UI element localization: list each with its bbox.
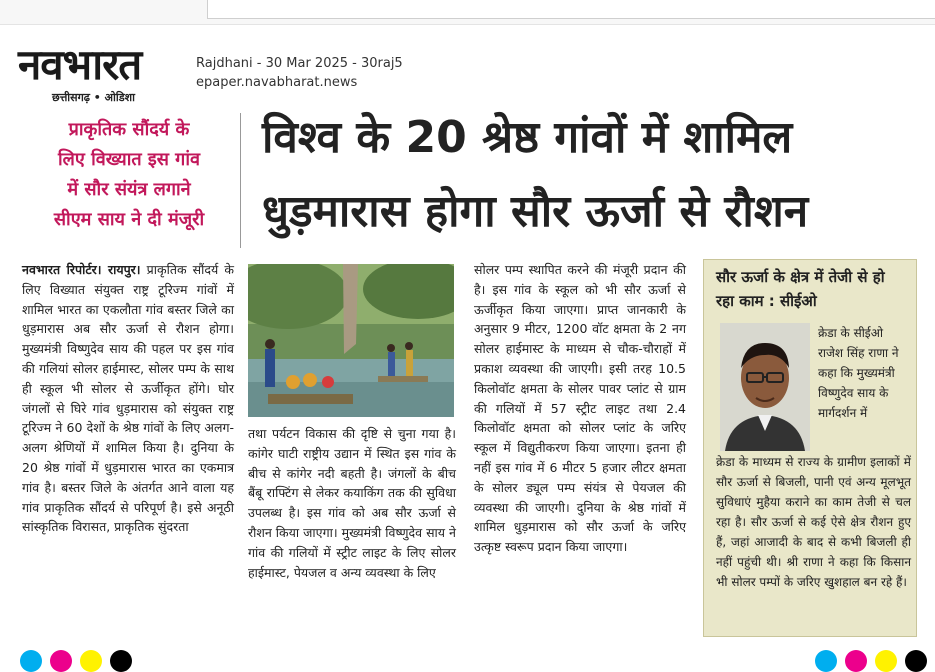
sidebar-title: सौर ऊर्जा के क्षेत्र में तेजी से हो रहा काम : सीईओ [716,268,885,310]
edition-info [196,54,496,92]
river-rafting-photo [248,264,454,417]
black-print-mark [905,650,927,672]
yellow-print-mark [80,650,102,672]
edition-line: Rajdhani - 30 Mar 2025 - 30raj5 [196,56,403,71]
column-divider [240,113,241,248]
cyan-print-mark [815,650,837,672]
newspaper-logo: नवभारत [18,40,142,89]
article-text: प्राकृतिक सौंदर्य के लिए विख्यात संयुक्त राष्ट्र टूरिज्म गांवों में शामिल भारत का एकलौता गांव बस्तर जिले का धुड़मारास अब सौर ऊर्जा से रौशन होगा। मुख्यमंत्री विष्णुदेव साय की पहल पर इस गांव की गलियां सोलर हाईमास्ट, सोलर पम्प के साथ ही स्कूल भी सोलर से ऊर्जीकृत होंगे। घोर जंगलों से घिरे गांव धुड़मारास को संयुक्त राष्ट्र टूरिज्म ने 60 देशों के श्रेष्ठ गांवों के लिए अलग-अलग श्रेणियों में शामिल किया है। दुनिया के 20 श्रेष्ठ गांवों में धुड़मारास भारत का एकमात्र गांव है। बस्तर जिले के अंतर्गत आने वाला यह गांव प्राकृतिक सौंदर्य से परिपूर्ण है। इसे अनूठी सांस्कृतिक विरासत, प्राकृतिक सुंदरता [22,262,234,535]
article-column-2: तथा पर्यटन विकास की दृष्टि से चुना गया है। कांगेर घाटी राष्ट्रीय उद्यान में स्थित इस गांव के बीच से कांगेर नदी बहती है। जंगलों के बीच बैंबू राफ्टिंग से लेकर कयाकिंग तक की सुविधा उपलब्ध है। इस गांव को अब सौर ऊर्जा से रौशन किया जाएगा। मुख्यमंत्री विष्णुदेव साय ने गांव की गलियों में स्ट्रीट लाइट के लिए सोलर हाईमास्ट, पेयजल व अन्य व्यवस्था के लिए [248,426,456,580]
black-print-mark [110,650,132,672]
photo-illustration [248,264,454,417]
toolbar-panel [207,0,935,19]
logo-subtitle: छत्तीसगढ़ • ओडिशा [52,91,135,104]
side-headline-line: लिए विख्यात इस गांव [58,149,200,170]
sidebar-text: क्रेडा के माध्यम से राज्य के ग्रामीण इलाकों में सौर ऊर्जा से बिजली, पानी एवं अन्य मूलभूत सुविधाएं मुहैया कराने का काम तेजी से चल रहा है। सौर ऊर्जा से कई ऐसे क्षेत्र रौशन हुए हैं, जहां आजादी के बाद से कभी बिजली ही नहीं पहुंची थी। श्री राणा ने कहा कि किसान भी सोलर पम्पों के जरिए खुशहाल बन रहे हैं। [716,455,911,589]
portrait-illustration [720,323,810,451]
cyan-print-mark [20,650,42,672]
magenta-print-mark [50,650,72,672]
byline: नवभारत रिपोर्टर। रायपुर। [22,262,141,277]
side-headline [20,115,238,245]
side-headline-line: में सौर संयंत्र लगाने [67,179,191,200]
article-column-3: सोलर पम्प स्थापित करने की मंजूरी प्रदान की है। इस गांव के स्कूल को भी सौर ऊर्जा से ऊर्जीकृत किया जाएगा। प्राप्त जानकारी के अनुसार 9 मीटर, 1200 वॉट क्षमता के 2 नग सोलर हाईमास्ट के माध्यम से चौक-चौराहों में प्रकाश व्यवस्था की जाएगी। इसी तरह 10.5 किलोवॉट क्षमता के सोलर पावर प्लांट से ग्राम की गलियों में 57 स्ट्रीट लाइट तथा 2.4 किलोवॉट क्षमता को सोलर प्लांट के जरिए स्कूल में विद्युतीकरण किया जाएगा। इतना ही नहीं इस गांव में 6 मीटर 5 हजार लीटर क्षमता के सोलर ड्यूल पम्प संयंत्र से पेयजल की व्यवस्था की जाएगी। दुनिया के श्रेष्ठ गांवों में शामिल धुड़मारास को सौर ऊर्जा के जरिए उत्कृष्ट स्वरूप प्रदान किया जाएगा। [474,262,686,555]
main-headline-line1: विश्व के 20 श्रेष्ठ गांवों में शामिल [262,112,793,163]
epaper-url[interactable]: epaper.navabharat.news [196,75,358,90]
main-headline-line2: धुड़मारास होगा सौर ऊर्जा से रौशन [262,186,809,237]
yellow-print-mark [875,650,897,672]
bottom-margin [0,640,935,670]
magenta-print-mark [845,650,867,672]
side-headline-line: सीएम साय ने दी मंजूरी [53,209,205,230]
article-column-1 [22,260,234,537]
sidebar-text-beside-photo: क्रेडा के सीईओ राजेश सिंह राणा ने कहा कि मुख्यमंत्री विष्णुदेव साय के मार्गदर्शन में [818,326,899,420]
side-headline-line: प्राकृतिक सौंदर्य के [68,119,190,140]
ceo-portrait-photo [720,323,810,451]
